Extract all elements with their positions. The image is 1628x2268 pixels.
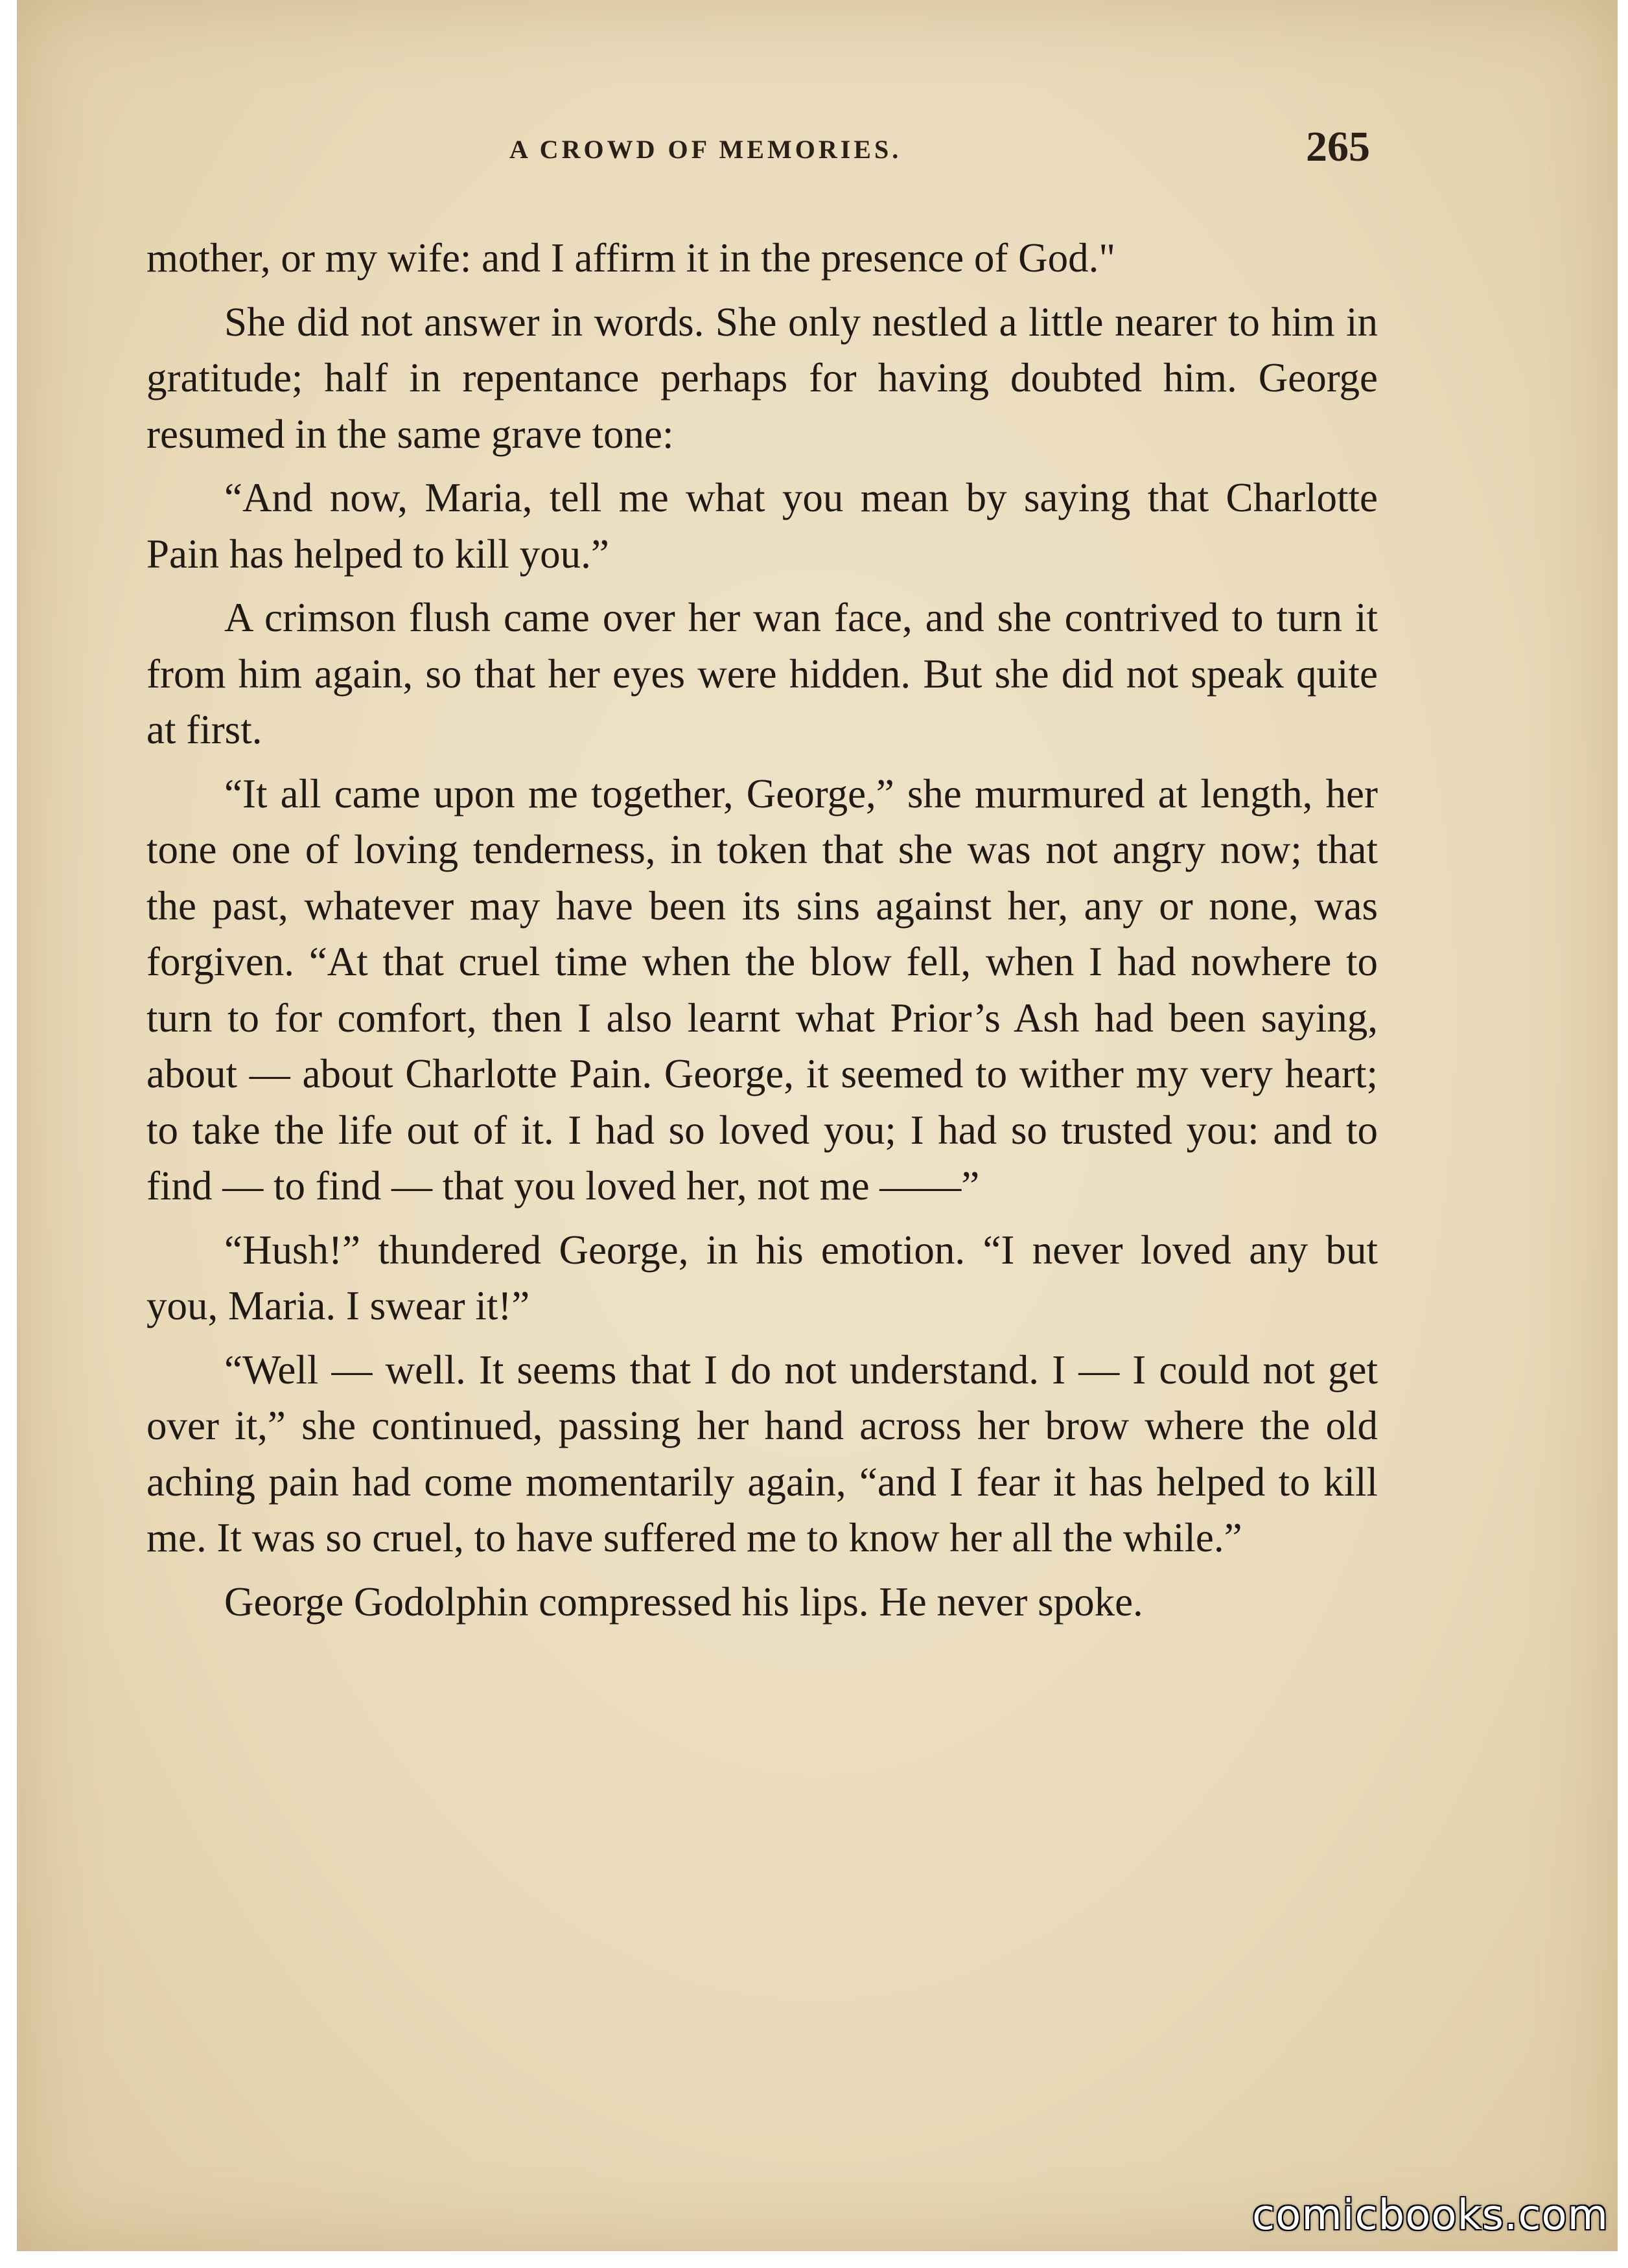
page-header bbox=[17, 123, 1618, 172]
paragraph: A crimson flush came over her wan face, and she contrived to turn it from him again, so that her eyes were hidden. But she did not speak quite at first. bbox=[146, 595, 1378, 752]
paragraph: She did not answer in words. She only nestled a little nearer to him in gratitude; half in repentance perhaps for having doubted him. George resumed in the same grave tone: bbox=[146, 299, 1378, 457]
paragraph: “And now, Maria, tell me what you mean by saying that Charlotte Pain has helped to kill you.” bbox=[146, 475, 1378, 577]
watermark: comicbooks.com bbox=[1251, 2192, 1609, 2239]
running-title: A CROWD OF MEMORIES. bbox=[509, 135, 902, 164]
page-number: 265 bbox=[1306, 123, 1370, 170]
book-page bbox=[17, 0, 1618, 2251]
paragraph: “Hush!” thundered George, in his emotion. “I never loved any but you, Maria. I swear it!” bbox=[146, 1227, 1378, 1328]
body-text bbox=[146, 230, 1378, 1637]
paragraph: George Godolphin compressed his lips. He never spoke. bbox=[224, 1579, 1143, 1625]
paragraph: mother, or my wife: and I affirm it in the presence of God." bbox=[146, 235, 1116, 281]
paragraph: “Well — well. It seems that I do not understand. I — I could not get over it,” she continued, passing her hand across her brow where the old aching pain had come momentarily again, “and I fear it has helped to kill me. It was so cruel, to have suffered me to know her all the while.” bbox=[146, 1347, 1378, 1560]
paragraph: “It all came upon me together, George,” she murmured at length, her tone one of loving tenderness, in token that she was not angry now; that the past, whatever may have been its sins against her, any or none, was forgiven. “At that cruel time when the blow fell, when I had nowhere to turn to for comfort, then I also learnt what Prior’s Ash had been saying, about — about Charlotte Pain. George, it seemed to wither my very heart; to take the life out of it. I had so loved you; I had so trusted you: and to find — to find — that you loved her, not me ——” bbox=[146, 770, 1378, 1209]
